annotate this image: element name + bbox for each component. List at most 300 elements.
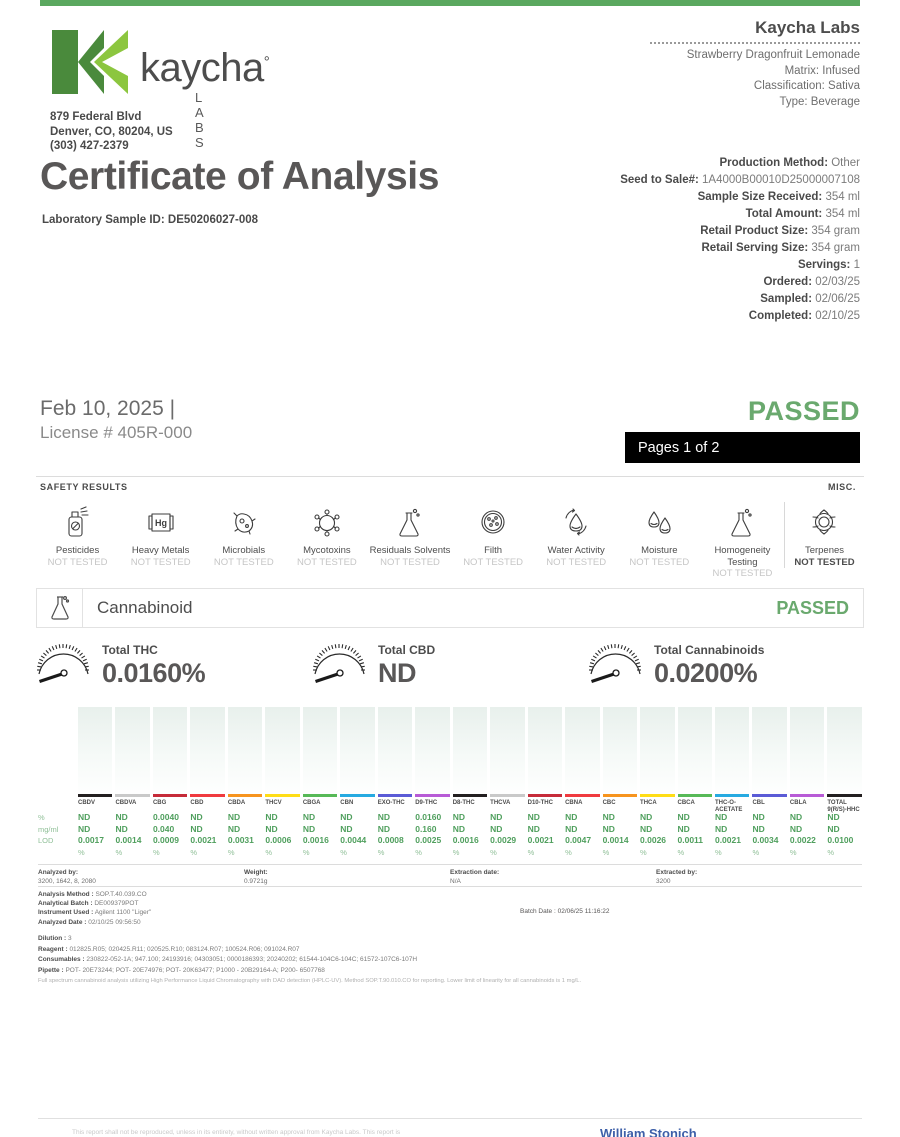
- product-name: Strawberry Dragonfruit Lemonade: [686, 49, 860, 61]
- chart-bar: [528, 707, 562, 797]
- chart-bar-cap: [153, 794, 187, 797]
- table-column: [115, 800, 149, 858]
- value-mgml: ND: [377, 823, 391, 834]
- chart-bar-cap: [528, 794, 562, 797]
- value-lod: 0.0047: [565, 835, 592, 845]
- flask-icon: [37, 589, 83, 627]
- chart-bar: [340, 707, 374, 797]
- value-mgml: ND: [565, 823, 578, 834]
- safety-item-terpenes: [784, 502, 864, 568]
- production-line: [500, 274, 860, 291]
- value-lod: 0.0025: [415, 835, 442, 845]
- value-mgml: ND: [490, 823, 503, 834]
- chart-bar: [228, 707, 262, 797]
- production-value: Other: [831, 157, 860, 169]
- production-value: 02/06/25: [815, 293, 860, 305]
- value-percent: ND: [265, 812, 278, 822]
- table-column: [565, 800, 599, 858]
- value-percent: ND: [190, 812, 203, 822]
- terpenes-icon: [809, 502, 839, 542]
- dotted-divider: [650, 42, 860, 44]
- value-lod: 0.0026: [640, 835, 667, 845]
- table-column: [453, 800, 487, 858]
- chart-bar-cap: [715, 794, 749, 797]
- dilution-value: 012825.R05; 020425.R11; 020525.R10; 083124.R07; 100524.R06; 091024.R07: [69, 945, 300, 953]
- safety-item-name: Terpenes: [804, 545, 845, 556]
- value-mgml: ND: [302, 823, 316, 834]
- value-percent: ND: [490, 812, 503, 822]
- chart-bar-cap: [378, 794, 412, 797]
- report-date: Feb 10, 2025 |: [40, 397, 176, 420]
- safety-item-filth: [452, 502, 535, 568]
- safety-item-water-activity: [535, 502, 618, 568]
- chart-bar-cap: [228, 794, 262, 797]
- dilution-line: [38, 934, 862, 945]
- safety-item-state: NOT TESTED: [794, 556, 855, 568]
- meta-key: Analyzed Date :: [38, 918, 87, 926]
- table-column: [640, 800, 674, 858]
- analysis-value: N/A: [450, 878, 461, 885]
- chart-bar-cap: [678, 794, 712, 797]
- value-unit: %: [340, 847, 347, 857]
- production-key: Sample Size Received:: [697, 191, 823, 203]
- value-mgml: ND: [340, 823, 353, 834]
- dilution-line: [38, 945, 862, 956]
- chart-bar: [715, 707, 749, 797]
- safety-item-name: Mycotoxins: [303, 545, 351, 556]
- value-unit: %: [714, 847, 722, 857]
- batch-date-value: 02/06/25 11:16:22: [557, 908, 610, 915]
- production-line: [500, 155, 860, 172]
- analysis-value: 0.9721g: [244, 878, 268, 885]
- value-percent: ND: [78, 812, 91, 822]
- safety-item-name: Microbials: [222, 545, 266, 556]
- overall-status-badge: PASSED: [747, 396, 860, 426]
- header-right-block: [530, 18, 860, 110]
- gauge-total-thc: [36, 640, 312, 693]
- analysis-key: Extraction date:: [450, 869, 500, 876]
- production-line: [500, 240, 860, 257]
- production-key: Sampled:: [760, 293, 813, 305]
- column-header: CBG: [152, 800, 167, 806]
- safety-divider: [36, 476, 864, 477]
- chart-bar: [790, 707, 824, 797]
- dilution-key: Consumables :: [38, 956, 85, 963]
- logo-wordmark: [140, 46, 269, 91]
- dilution-line: [38, 966, 862, 977]
- production-line: [500, 172, 860, 189]
- value-mgml: 0.160: [415, 823, 437, 834]
- misc-label: MISC.: [827, 482, 856, 492]
- page-header: [40, 18, 860, 152]
- production-key: Servings:: [797, 259, 851, 271]
- production-details: [500, 155, 860, 325]
- gauge-dial-icon: [312, 640, 368, 693]
- chart-bar-cap: [565, 794, 599, 797]
- footer-note: This report shall not be reproduced, unless in its entirety, without written approval from Kaycha Labs. This report is: [72, 1129, 401, 1136]
- meta-key: Analysis Method :: [38, 891, 94, 898]
- dilution-key: Pipette :: [38, 966, 64, 974]
- column-header: THCVA: [490, 800, 511, 806]
- production-line: [500, 206, 860, 223]
- chart-bar-cap: [78, 794, 112, 797]
- value-unit: %: [789, 847, 797, 857]
- chart-bar: [827, 707, 861, 797]
- cannabinoid-section-header: [36, 588, 864, 628]
- safety-item-pesticides: [36, 502, 119, 568]
- chart-bar-cap: [415, 794, 449, 797]
- value-percent: ND: [752, 812, 765, 822]
- value-lod: 0.0016: [302, 835, 329, 845]
- value-lod: 0.0006: [265, 835, 292, 845]
- value-lod: 0.0008: [377, 835, 404, 845]
- analysis-meta-block: [38, 890, 862, 927]
- batch-date-key: Batch Date :: [520, 908, 556, 915]
- meta-line: [38, 890, 862, 899]
- gauge-dial-icon: [588, 640, 644, 693]
- value-percent: ND: [377, 812, 391, 822]
- chart-bar: [115, 707, 149, 797]
- table-columns: [78, 800, 862, 858]
- pages-indicator: Pages 1 of 2: [625, 432, 860, 463]
- value-unit: %: [190, 847, 198, 857]
- water-activity-icon: [561, 502, 591, 542]
- value-percent: 0.0160: [415, 812, 442, 822]
- value-unit: %: [752, 847, 760, 857]
- chart-bar-cap: [303, 794, 337, 797]
- value-unit: %: [640, 847, 647, 857]
- value-percent: ND: [789, 812, 803, 822]
- safety-item-name: Homogeneity Testing: [714, 545, 771, 568]
- value-mgml: ND: [827, 823, 840, 834]
- report-date-block: [40, 396, 192, 445]
- analysis-key: Extracted by:: [656, 869, 698, 876]
- analysis-cell: [38, 868, 244, 886]
- safety-item-residuals-solvents: [368, 502, 451, 568]
- production-line: [500, 223, 860, 240]
- chart-bar: [640, 707, 674, 797]
- table-row-labels: [38, 800, 78, 858]
- chart-bar-cap: [640, 794, 674, 797]
- batch-date-line: [520, 908, 610, 915]
- matrix-line: Matrix: Infused: [784, 64, 860, 77]
- value-percent: ND: [565, 812, 578, 822]
- analysis-cell: [656, 868, 862, 886]
- value-lod: 0.0014: [602, 835, 629, 845]
- analysis-cell: [244, 868, 450, 886]
- safety-item-name: Pesticides: [55, 545, 100, 556]
- table-row-label: LOD: [38, 836, 54, 845]
- value-percent: ND: [714, 812, 728, 822]
- safety-item-microbials: [202, 502, 285, 568]
- footer-divider: [38, 1118, 862, 1119]
- dilution-block: [38, 934, 862, 976]
- analysis-value: 3200, 1642, 8, 2080: [38, 878, 96, 885]
- safety-item-state: NOT TESTED: [130, 556, 191, 568]
- value-lod: 0.0031: [227, 835, 254, 845]
- chart-bar-cap: [490, 794, 524, 797]
- gauge-total-cannabinoids: [588, 640, 864, 693]
- safety-item-state: NOT TESTED: [213, 556, 274, 568]
- meta-line: [38, 899, 862, 908]
- dilution-value: POT- 20E73244; POT- 20E74976; POT- 20K63477; P1000 - 20B29164-A; P200- 6507768: [65, 966, 325, 974]
- table-column: [752, 800, 786, 858]
- column-header: CBLA: [789, 800, 807, 806]
- kaycha-logo-mark: [50, 28, 130, 96]
- table-column: [228, 800, 262, 858]
- value-percent: ND: [640, 812, 653, 822]
- column-header: TOTAL 9(R/S)-HHC: [827, 800, 860, 813]
- meta-value: DE009379POT: [94, 900, 139, 908]
- production-key: Production Method:: [719, 157, 829, 169]
- value-unit: %: [265, 847, 273, 857]
- chart-bar: [603, 707, 637, 797]
- safety-icon-row: [36, 502, 864, 580]
- table-column: [827, 800, 861, 858]
- column-header: EXO-THC: [377, 800, 405, 806]
- gauge-label: Total CBD: [378, 643, 436, 657]
- production-key: Ordered:: [763, 276, 813, 288]
- gauge-dial-icon: [36, 640, 92, 693]
- production-value: 1: [853, 259, 860, 271]
- production-value: 02/03/25: [815, 276, 860, 288]
- safety-item-state: NOT TESTED: [712, 568, 773, 579]
- chart-bar: [153, 707, 187, 797]
- safety-item-name: Filth: [484, 545, 503, 556]
- chart-bar: [565, 707, 599, 797]
- chart-bar: [190, 707, 224, 797]
- analysis-divider-top: [38, 864, 862, 865]
- dilution-value: 3: [67, 935, 72, 942]
- value-unit: %: [377, 847, 385, 857]
- table-row-label: mg/ml: [38, 824, 59, 834]
- value-mgml: ND: [752, 823, 765, 834]
- value-percent: ND: [452, 812, 465, 822]
- production-key: Retail Product Size:: [700, 225, 809, 237]
- value-lod: 0.0034: [752, 835, 779, 845]
- analysis-key: Weight:: [244, 869, 268, 876]
- value-mgml: ND: [677, 823, 690, 834]
- signature: William Stonich: [600, 1126, 697, 1137]
- value-mgml: ND: [789, 823, 803, 834]
- type-line: Type: Beverage: [779, 95, 860, 108]
- value-lod: 0.0014: [115, 835, 142, 845]
- column-header: D8-THC: [452, 800, 475, 806]
- column-header: D9-THC: [415, 800, 438, 806]
- safety-item-state: NOT TESTED: [463, 556, 524, 568]
- safety-item-state: NOT TESTED: [629, 556, 690, 568]
- analysis-cell: [450, 868, 656, 886]
- dilution-value: 230822-052-1A; 947.100; 24193916; 04303051; 0000186393; 20240202; 61544-104C6-104C; 61572-107C6-107H: [86, 956, 418, 963]
- value-unit: %: [527, 847, 535, 857]
- heavy-metals-icon: [144, 502, 178, 542]
- column-header: D10-THC: [527, 800, 553, 806]
- column-header: THC-O-ACETATE: [714, 800, 743, 813]
- meta-value: Agilent 1100 "Liger": [94, 909, 152, 917]
- value-lod: 0.0021: [714, 835, 741, 845]
- chart-bar-cap: [340, 794, 374, 797]
- production-value: 354 gram: [811, 225, 860, 237]
- production-value: 354 gram: [811, 242, 860, 254]
- value-percent: 0.0040: [152, 812, 179, 822]
- safety-results-label: SAFETY RESULTS: [40, 482, 128, 492]
- column-header: CBL: [752, 800, 765, 806]
- logo-degree-icon: °: [263, 53, 270, 71]
- filth-icon: [478, 502, 508, 542]
- production-line: [500, 308, 860, 325]
- chart-bar: [752, 707, 786, 797]
- column-header: THCA: [640, 800, 657, 806]
- value-lod: 0.0016: [452, 835, 479, 845]
- column-header: THCV: [265, 800, 282, 806]
- value-percent: ND: [227, 812, 241, 822]
- table-column: [715, 800, 749, 858]
- value-unit: %: [490, 847, 497, 857]
- meta-line: [38, 918, 862, 927]
- production-value: 02/10/25: [815, 310, 860, 322]
- safety-item-name: Water Activity: [547, 545, 605, 556]
- cannabinoid-bar-chart: [78, 707, 862, 797]
- meta-key: Analytical Batch :: [38, 900, 93, 908]
- dilution-key: Dilution :: [38, 935, 67, 942]
- gauge-total-cbd: [312, 640, 588, 693]
- moisture-icon: [643, 502, 675, 542]
- chart-bar: [415, 707, 449, 797]
- table-column: [303, 800, 337, 858]
- value-unit: %: [302, 847, 310, 857]
- table-column: [490, 800, 524, 858]
- license-number: License # 405R-000: [40, 423, 193, 442]
- gauge-label: Total Cannabinoids: [654, 643, 765, 657]
- value-mgml: ND: [640, 823, 653, 834]
- value-mgml: ND: [265, 823, 278, 834]
- cannabinoid-results-table: [38, 800, 862, 858]
- value-percent: ND: [302, 812, 316, 822]
- production-value: 1A4000B00010D25000007108: [702, 174, 860, 186]
- value-percent: ND: [602, 812, 615, 822]
- cannabinoid-title: Cannabinoid: [97, 598, 193, 617]
- column-header: CBD: [190, 800, 204, 806]
- production-value: 354 ml: [825, 208, 860, 220]
- address-line-1: 879 Federal Blvd: [50, 111, 142, 123]
- meta-value: 02/10/25 09:56:50: [88, 918, 141, 926]
- value-lod: 0.0029: [490, 835, 517, 845]
- value-unit: %: [565, 847, 572, 857]
- value-lod: 0.0021: [527, 835, 554, 845]
- safety-item-name: Heavy Metals: [131, 545, 190, 556]
- classification-line: Classification: Sativa: [753, 80, 860, 92]
- top-accent-bar: [40, 0, 860, 6]
- value-unit: %: [452, 847, 460, 857]
- chart-bar: [303, 707, 337, 797]
- value-mgml: ND: [527, 823, 540, 834]
- lab-address: [50, 110, 173, 154]
- meta-line: [38, 908, 862, 917]
- value-percent: ND: [340, 812, 353, 822]
- svg-text:Hg: Hg: [154, 518, 167, 528]
- analysis-key: Analyzed by:: [38, 869, 79, 876]
- safety-item-name: Moisture: [641, 545, 678, 556]
- analysis-value: 3200: [656, 878, 671, 885]
- chart-bar: [78, 707, 112, 797]
- table-column: [78, 800, 112, 858]
- analysis-divider-bottom: [38, 886, 862, 887]
- value-unit: %: [677, 847, 685, 857]
- value-lod: 0.0009: [152, 835, 179, 845]
- value-mgml: ND: [714, 823, 728, 834]
- value-mgml: ND: [227, 823, 241, 834]
- value-unit: %: [115, 847, 123, 857]
- safety-item-heavy-metals: [119, 502, 202, 568]
- safety-item-mycotoxins: [285, 502, 368, 568]
- production-key: Retail Serving Size:: [701, 242, 809, 254]
- column-header: CBNA: [565, 800, 583, 806]
- microbials-icon: [229, 502, 259, 542]
- table-column: [603, 800, 637, 858]
- value-unit: %: [227, 847, 235, 857]
- production-key: Completed:: [748, 310, 813, 322]
- page-title: Certificate of Analysis: [40, 155, 439, 198]
- value-unit: %: [415, 847, 422, 857]
- table-row-label: %: [38, 813, 45, 822]
- table-column: [340, 800, 374, 858]
- logo-labs-text: L A B S: [195, 90, 211, 150]
- table-column: [528, 800, 562, 858]
- safety-item-state: NOT TESTED: [546, 556, 607, 568]
- value-lod: 0.0022: [789, 835, 816, 845]
- chart-bar-cap: [752, 794, 786, 797]
- value-mgml: ND: [78, 823, 91, 834]
- value-percent: ND: [677, 812, 690, 822]
- column-header: CBN: [340, 800, 354, 806]
- gauge-value: 0.0200%: [654, 658, 758, 688]
- value-lod: 0.0021: [190, 835, 217, 845]
- dilution-line: [38, 955, 862, 966]
- chart-bar-cap: [827, 794, 861, 797]
- cannabinoid-status: PASSED: [776, 597, 849, 618]
- safety-item-name: Residuals Solvents: [369, 545, 451, 556]
- production-value: 354 ml: [825, 191, 860, 203]
- meta-value: SOP.T.40.039.CO: [95, 891, 147, 898]
- value-lod: 0.0100: [827, 835, 854, 845]
- table-column: [678, 800, 712, 858]
- safety-item-state: NOT TESTED: [380, 556, 440, 568]
- gauge-row: [36, 640, 864, 693]
- lab-name: Kaycha Labs: [755, 18, 860, 37]
- method-disclaimer: Full spectrum cannabinoid analysis utilizing High Performance Liquid Chromatography with DAD detection (HPLC-UV). Method SOP.T.90.010.CO for reporting. Lower limit of linearity for all cannabinoids is 1 mg/L.: [38, 978, 582, 984]
- value-percent: ND: [115, 812, 128, 822]
- value-mgml: ND: [115, 823, 128, 834]
- column-header: CBDV: [78, 800, 96, 806]
- value-mgml: ND: [602, 823, 615, 834]
- chart-bar: [265, 707, 299, 797]
- value-unit: %: [78, 847, 85, 857]
- table-column: [415, 800, 449, 858]
- safety-item-state: NOT TESTED: [296, 556, 357, 568]
- value-percent: ND: [827, 812, 840, 822]
- chart-bar-cap: [603, 794, 637, 797]
- safety-item-moisture: [618, 502, 701, 568]
- chart-bar-cap: [453, 794, 487, 797]
- value-percent: ND: [527, 812, 540, 822]
- dilution-key: Reagent :: [38, 945, 68, 953]
- value-lod: 0.0011: [677, 835, 704, 845]
- column-header: CBGA: [302, 800, 321, 806]
- residual-solvents-icon: [397, 502, 423, 542]
- chart-bar: [490, 707, 524, 797]
- value-lod: 0.0017: [78, 835, 104, 845]
- value-mgml: ND: [452, 823, 465, 834]
